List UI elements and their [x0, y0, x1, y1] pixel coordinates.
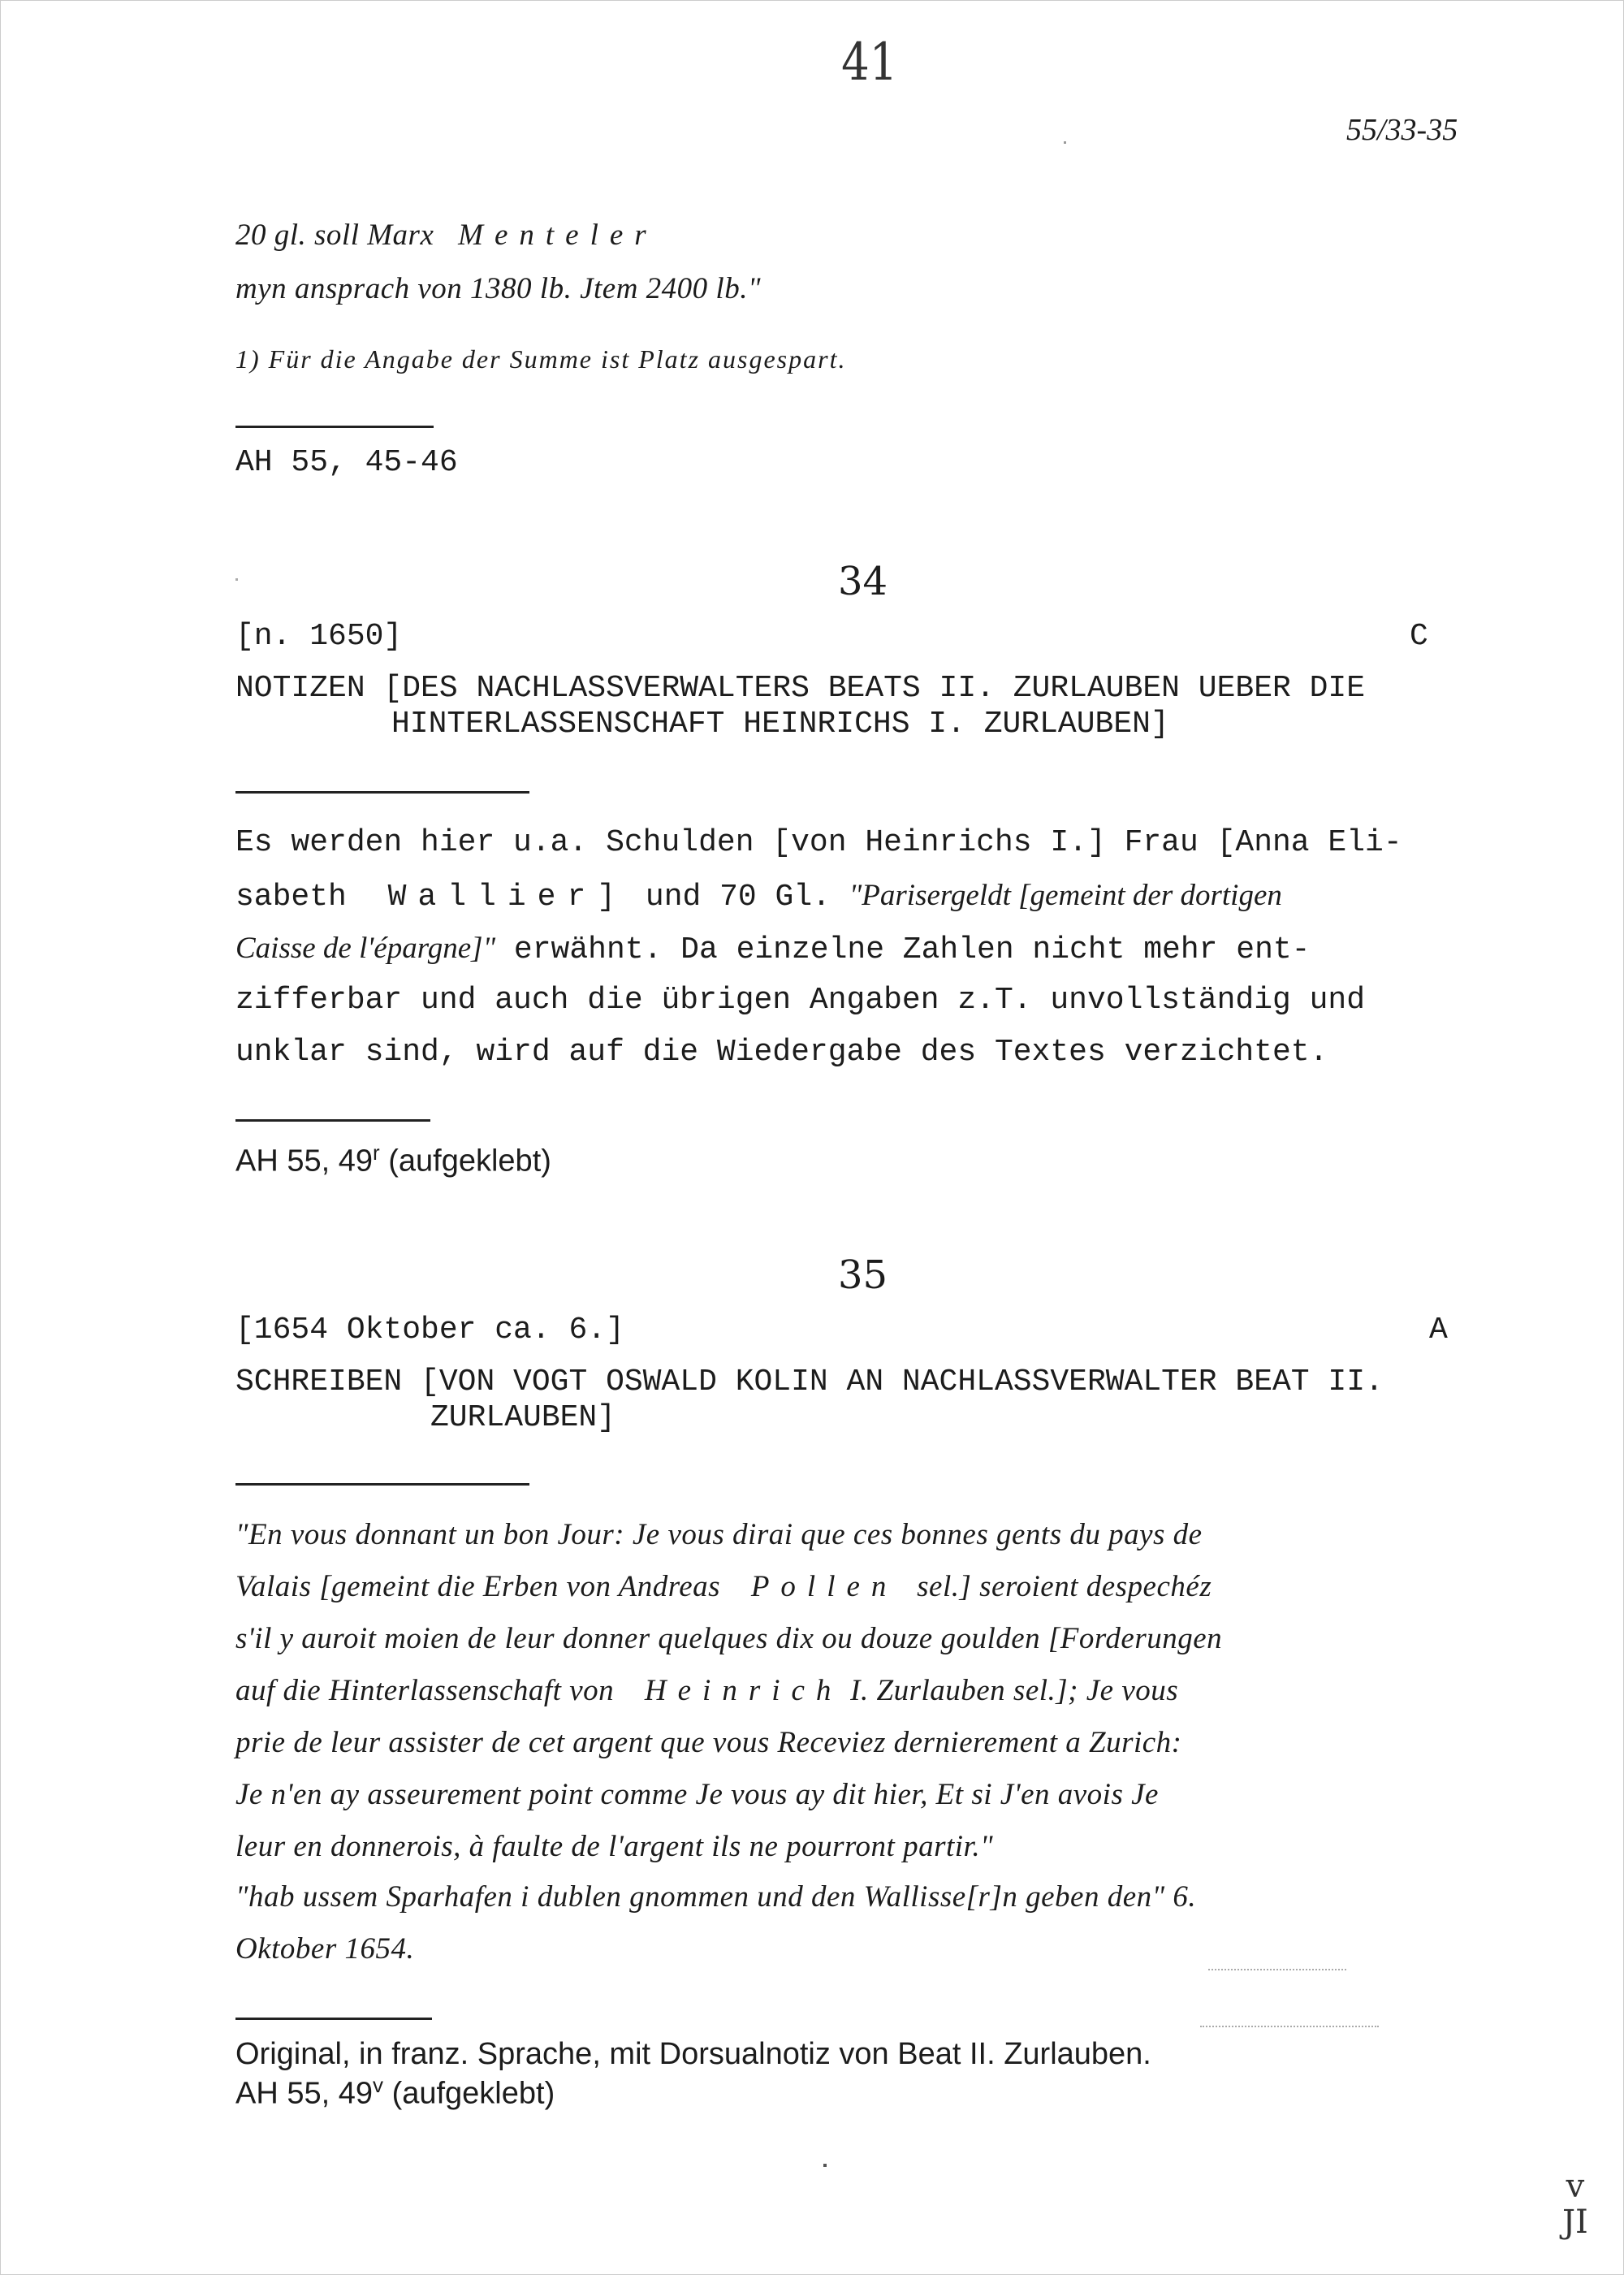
doc34-title-line-2: HINTERLASSENSCHAFT HEINRICHS I. ZURLAUBEN]: [391, 707, 1169, 742]
doc34-body-line-5: unklar sind, wird auf die Wiedergabe des Textes verzichtet.: [235, 1035, 1328, 1070]
doc35-quote-line-3: s'il y auroit moien de leur donner quelques dix ou douze goulden [Forderungen: [235, 1622, 1223, 1655]
doc34-body-text: sabeth: [235, 880, 347, 915]
doc34-name-wallier: Wallier]: [387, 880, 628, 915]
doc35-grade: A: [1429, 1313, 1448, 1347]
divider-rule: [235, 426, 434, 428]
doc35-quote-line-1: "En vous donnant un bon Jour: Je vous dirai que ces bonnes gents du pays de: [235, 1518, 1203, 1551]
doc34-title-line-1: NOTIZEN [DES NACHLASSVERWALTERS BEATS II. ZURLAUBEN UEBER DIE: [235, 671, 1366, 706]
doc35-note-line-1: "hab ussem Sparhafen i dublen gnommen und den Wallisse[r]n geben den" 6.: [235, 1880, 1197, 1914]
doc35-name-pollen: Pollen: [750, 1570, 898, 1603]
excerpt-line-2: myn ansprach von 1380 lb. Jtem 2400 lb.": [235, 272, 761, 305]
doc35-source-note: (aufgeklebt): [391, 2076, 555, 2111]
scan-speck: [235, 578, 238, 581]
doc35-quote-line-2: [235, 1569, 1212, 1604]
doc34-source-note: (aufgeklebt): [388, 1144, 551, 1179]
doc34-body-line-4: zifferbar und auch die übrigen Angaben z.T. unvollständig und: [235, 983, 1366, 1018]
doc35-quote-text: Valais [gemeint die Erben von Andreas: [235, 1570, 721, 1603]
doc35-quote-text: sel.] seroient despechéz: [917, 1570, 1212, 1603]
divider-rule: [235, 791, 529, 794]
doc34-body-text: erwähnt. Da einzelne Zahlen nicht mehr ent-: [513, 932, 1311, 967]
scan-speck: [1064, 141, 1066, 144]
scan-speck: [823, 2164, 827, 2167]
doc34-body-line-2: [235, 878, 1282, 915]
doc35-quote-line-4: [235, 1673, 1178, 1708]
excerpt-line-1: [235, 218, 658, 253]
doc35-quote-text: I. Zurlauben sel.]; Je vous: [850, 1674, 1179, 1707]
doc35-source-text: AH 55, 49: [235, 2076, 373, 2111]
doc35-title-line-2: ZURLAUBEN]: [430, 1400, 616, 1435]
doc35-note-line-2: Oktober 1654.: [235, 1932, 415, 1966]
doc34-date: [n. 1650]: [235, 619, 403, 654]
doc34-body-italic: "Parisergeldt [gemeint der dortigen: [849, 879, 1282, 912]
doc34-body-line-1: Es werden hier u.a. Schulden [von Heinrichs I.] Frau [Anna Eli-: [235, 825, 1402, 860]
doc34-source: [235, 1140, 551, 1179]
document-number-35: 35: [838, 1252, 888, 1298]
doc34-body-text: und 70 Gl.: [645, 880, 831, 915]
doc35-title-line-1: SCHREIBEN [VON VOGT OSWALD KOLIN AN NACHLASSVERWALTER BEAT II.: [235, 1365, 1384, 1399]
doc35-quote-line-5: prie de leur assister de cet argent que vous Receviez dernierement a Zurich:: [235, 1726, 1182, 1759]
excerpt-line-1-text: 20 gl. soll Marx: [235, 218, 434, 252]
doc34-source-sup: r: [373, 1140, 380, 1165]
excerpt-footnote: 1) Für die Angabe der Summe ist Platz ausgespart.: [235, 344, 847, 374]
document-number-34: 34: [838, 559, 888, 604]
scan-dash: [1200, 2026, 1379, 2027]
doc35-quote-line-7: leur en donnerois, à faulte de l'argent ils ne pourront partir.": [235, 1830, 994, 1863]
divider-rule: [235, 1119, 430, 1122]
scan-dash: [1208, 1969, 1346, 1970]
doc35-source-line-2: [235, 2073, 555, 2112]
divider-rule: [235, 2018, 432, 2020]
doc35-quote-line-6: Je n'en ay asseurement point comme Je vous ay dit hier, Et si J'en avois Je: [235, 1778, 1159, 1811]
doc34-body-line-3: [235, 931, 1310, 967]
doc34-body-italic: Caisse de l'épargne]": [235, 932, 496, 965]
divider-rule: [235, 1483, 529, 1486]
doc35-name-heinrich: Heinrich: [644, 1674, 843, 1707]
doc34-grade: C: [1410, 619, 1428, 654]
doc34-source-text: AH 55, 49: [235, 1144, 373, 1179]
doc35-quote-text: auf die Hinterlassenschaft von: [235, 1674, 615, 1707]
doc35-source-line-1: Original, in franz. Sprache, mit Dorsualnotiz von Beat II. Zurlauben.: [235, 2037, 1151, 2071]
excerpt-name-menteler: Menteler: [458, 218, 658, 252]
excerpt-source: AH 55, 45-46: [235, 445, 458, 480]
corner-handwritten-mark: v JI: [1562, 2168, 1588, 2241]
handwritten-page-number: 41: [841, 32, 898, 93]
doc35-source-sup: v: [373, 2073, 383, 2097]
archive-reference: 55/33-35: [1346, 113, 1458, 147]
doc35-date: [1654 Oktober ca. 6.]: [235, 1313, 624, 1347]
